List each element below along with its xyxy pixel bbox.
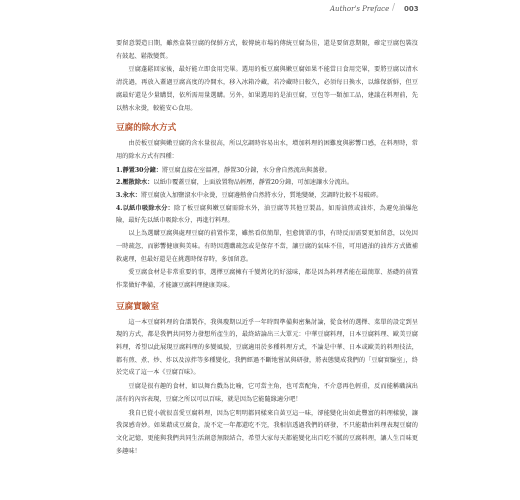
water-removal-intro: 由於板豆腐與嫩豆腐的含水量很高，所以烹調時容易出水，增加料理的困難度與影響口感，在料理時，常用的除水方式有四種：: [116, 140, 418, 160]
intro-paragraph-2: 豆腐蓬鬆回家後，最好能立即食用完畢。選用的板豆腐與嫩豆腐如果不能當日食用完畢，要將豆腐以清水清洗過，再放入蓋過豆腐高度的冷開水，移入冰箱冷藏，若冷藏時日較久，必須每日換水，以維保新鮮，但豆腐最好還是少量購買，依所需用量選購。另外，如果選用的是油豆腐，豆包等一類加工品，建議在料理前，先以熱水汆燙，較能安心食用。: [116, 66, 418, 112]
section-heading-tofu-lab: 豆腐實驗室: [116, 301, 159, 312]
list-item: [116, 165, 418, 178]
list-item-text: 將豆腐放入加鹽滾水中汆燙，豆腐邊熱會自然將水分，質地變硬，烹調時比較不易破碎。: [141, 192, 383, 200]
intro-paragraph-1: 要留意製造日期，雖然盒裝豆腐的保鮮方式，較傳統市場的傳統豆腐為佳，還是要留意期限，確定豆腐包裝沒有鼓起、鬆散變質。: [116, 40, 418, 60]
tofu-lab-paragraph-1: 這一本豆腐料理的食譜製作，我與瓊期以近乎一年時間準備與密集討論，從食材的選擇、菜單的設定到呈現的方式，都是我們共同努力發想所產生的，最終結論出三大單元：中華豆腐料理，日本豆腐料理、歐美豆腐料理，希望以此展現豆腐料理的多變風貌，豆腐適用於多種料理方式，不論是中華、日本或歐美的料理技法，都有煎、煮、炒、炸以及涼拌等多種變化，我們經過不斷地嘗試與研發，將表態變成我們的「豆腐實驗室」，終於完成了這一本《豆腐百味》。: [116, 318, 418, 377]
page-body: [116, 38, 418, 459]
list-item: [116, 177, 418, 190]
water-removal-paragraph-1: 以上為選購豆腐與處理豆腐的前置作業，雖然看似簡單，但愈簡單的事，有時反而需要更加留意，以免因一時疏忽，而影響健康與美味。有時因選購疏忽或是保存不當，讓豆腐的氣味不佳，可用過油的油炸方式做補救處理，但最好還是在挑選時保存時，多加留意。: [116, 230, 418, 263]
list-item-text: 除了板豆腐與嫩豆腐需除水外，油豆腐等其他豆製品，如需油煎或油炸，為避免油爆危險，最好先以紙巾吸除水分，再進行料理。: [116, 204, 418, 225]
list-item-text: 將豆腐直接在室溫裡，靜置30分鐘，水分會自然流出與蒸發。: [162, 166, 331, 174]
water-removal-paragraph-2: 愛豆腐食材是非常重要的事，選擇豆腐擁有千變萬化的好滋味，都是因為料理者能在最簡單、基礎的前置作業做好準備，才能讓豆腐料理健康美味。: [116, 269, 418, 289]
header-title: Author's Preface: [330, 5, 390, 13]
water-removal-list: [116, 165, 418, 229]
list-item-text: 以紙巾覆蓋豆腐，上面放置物品輕壓，靜置20分鐘，可加速讓水分流出。: [153, 179, 354, 187]
list-item-label: 4.以紙巾吸除水分：: [116, 204, 175, 212]
section-heading-water-removal: 豆腐的除水方式: [116, 123, 177, 134]
page-number: 003: [404, 5, 419, 13]
tofu-lab-paragraph-3: 我自已從小就很喜愛豆腐料理，因為它明明都同樣來自黃豆這一味，卻能變化出如此豐富的料理樣貌，讓我深感奇妙。如果藉成豆腐食，說不定一年都還吃不完，我相信透過我們的研發，不只能藉由料理表現豆腐的文化記憶，更能與我們共同生活創意無限結合，希望大家每天都能變化出百吃不膩的豆腐料理，讓人生百味更多趣味！: [116, 409, 418, 455]
list-item-label: 3.汆水：: [116, 192, 142, 200]
running-header: [0, 0, 520, 18]
list-item-label: 1.靜置30分鐘：: [116, 166, 163, 174]
list-item: [116, 190, 418, 203]
list-item-label: 2.壓散除水：: [116, 179, 154, 187]
tofu-lab-paragraph-2: 豆腐是很有趣的食材，如以舞台戲為比喻，它可當主角，也可當配角，不介意再色輕重，反而能稱職演出該有的內容表現，豆腐之所以可以百味，就是因為它能隨緣適分吧！: [116, 383, 418, 403]
header-divider: /: [392, 3, 396, 13]
list-item: [116, 203, 418, 228]
